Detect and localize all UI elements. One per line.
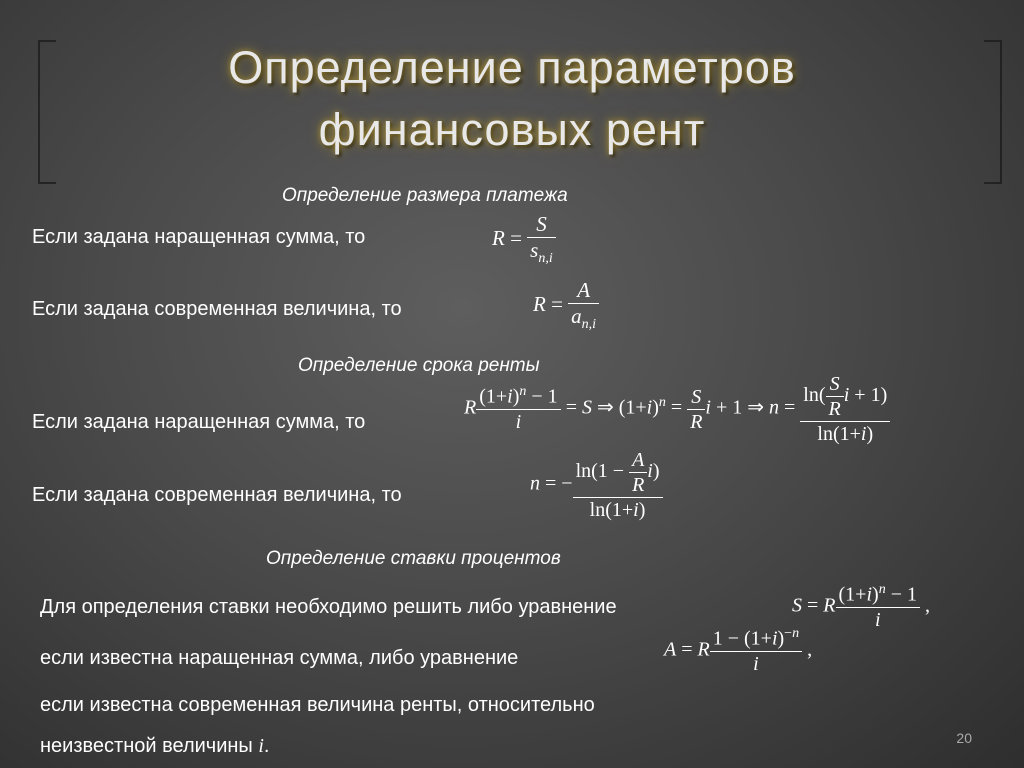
rate-line-2: если известна наращенная сумма, либо уравнение — [40, 647, 519, 669]
page-number: 20 — [956, 730, 972, 746]
slide-title-line2: финансовых рент — [318, 104, 706, 155]
if-accumulated-line-1: Если задана наращенная сумма, то — [32, 226, 366, 248]
variable-i: i — [258, 735, 264, 757]
if-present-line-2: Если задана современная величина, то — [32, 484, 402, 506]
if-present-line-1: Если задана современная величина, то — [32, 298, 402, 320]
formula-r-accumulated: R = $\frac{S}{s_{n,i}}$ — [492, 212, 556, 268]
rate-heading: Определение ставки процентов — [266, 548, 561, 569]
slide-title-line1: Определение параметров — [228, 42, 796, 93]
rate-line-4-text: неизвестной величины — [40, 735, 259, 757]
rate-line-1: Для определения ставки необходимо решить либо уравнение — [40, 596, 617, 618]
formula-r-present: R = $\frac{A}{a_{n,i}}$ — [533, 278, 599, 334]
rate-line-3: если известна современная величина ренты, относительно — [40, 694, 595, 716]
formula-a-equation: A = R $\frac{1 - (1+i)^{-n}}{i}$ , — [664, 626, 813, 675]
if-accumulated-line-2: Если задана наращенная сумма, то — [32, 411, 366, 433]
rate-line-4: неизвестной величины i. — [40, 735, 270, 757]
formula-n-accumulated: R $\frac{(1+i)^n - 1}{i}$ = S ⇒ $(1+i)^n$ = $\frac{S}{R}$ i + 1 ⇒ n = ln( $\frac{S}{R}$ i + 1) ln(1+i) — [464, 372, 890, 446]
payment-heading: Определение размера платежа — [282, 185, 568, 206]
formula-s-equation: S = R $\frac{(1+i)^n - 1}{i}$ , — [792, 582, 930, 631]
term-heading: Определение срока ренты — [298, 355, 540, 376]
formula-n-present: n = − ln(1 − $\frac{A}{R}$ i) ln(1+i) — [530, 448, 663, 522]
